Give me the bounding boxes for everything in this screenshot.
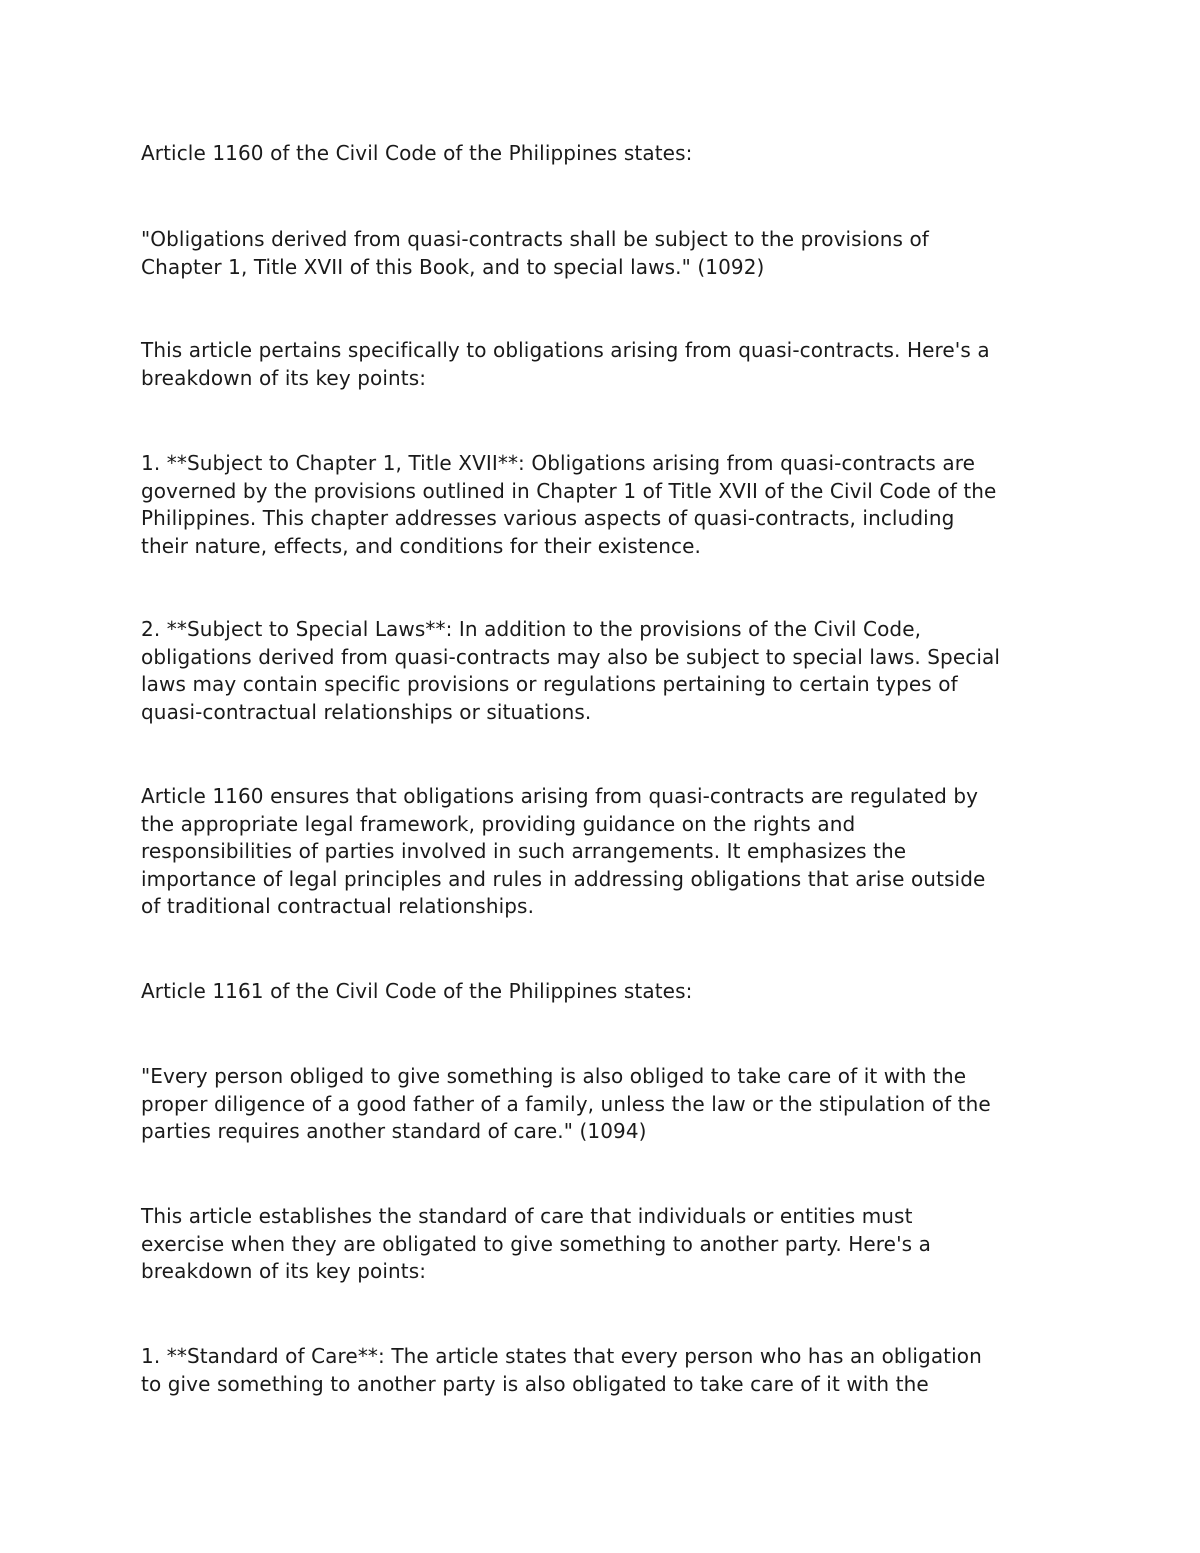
text-line: quasi-contractual relationships or situations. <box>141 699 592 724</box>
text-line: Article 1161 of the Civil Code of the Philippines states: <box>141 979 693 1003</box>
text-line: 1. **Subject to Chapter 1, Title XVII**: Obligations arising from quasi-contracts are <box>141 451 975 475</box>
text-line: Article 1160 of the Civil Code of the Philippines states: <box>141 141 693 165</box>
text-line: importance of legal principles and rules in addressing obligations that arise outside <box>141 866 986 891</box>
list-item-special-laws <box>141 616 1071 726</box>
text-line: "Every person obliged to give something is also obliged to take care of it with the <box>141 1064 967 1088</box>
paragraph-article-1161-intro <box>141 978 1071 1006</box>
text-line: This article establishes the standard of care that individuals or entities must <box>141 1204 913 1228</box>
text-line: responsibilities of parties involved in such arrangements. It emphasizes the <box>141 839 907 863</box>
text-line: 1. **Standard of Care**: The article states that every person who has an obligation <box>141 1344 982 1368</box>
text-line: proper diligence of a good father of a family, unless the law or the stipulation of the <box>141 1091 991 1116</box>
text-line: obligations derived from quasi-contracts may also be subject to special laws. Special <box>141 644 1001 669</box>
text-line: laws may contain specific provisions or regulations pertaining to certain types of <box>141 672 958 696</box>
paragraph-article-1161-quote <box>141 1063 1071 1146</box>
text-line: This article pertains specifically to obligations arising from quasi-contracts. Here's a <box>141 338 990 362</box>
paragraph-article-1160-quote <box>141 226 1071 281</box>
paragraph-article-1160-overview <box>141 337 1071 392</box>
text-line: governed by the provisions outlined in Chapter 1 of Title XVII of the Civil Code of the <box>141 478 997 503</box>
text-line: Philippines. This chapter addresses various aspects of quasi-contracts, including <box>141 506 955 530</box>
text-line: Chapter 1, Title XVII of this Book, and to special laws." (1092) <box>141 254 765 279</box>
text-line: exercise when they are obligated to give something to another party. Here's a <box>141 1231 931 1256</box>
text-line: their nature, effects, and conditions for their existence. <box>141 533 701 558</box>
text-line: to give something to another party is also obligated to take care of it with the <box>141 1371 929 1396</box>
paragraph-article-1160-summary <box>141 783 1071 921</box>
text-line: "Obligations derived from quasi-contracts shall be subject to the provisions of <box>141 227 929 251</box>
text-line: Article 1160 ensures that obligations arising from quasi-contracts are regulated by <box>141 784 979 808</box>
paragraph-article-1161-overview <box>141 1203 1071 1286</box>
list-item-standard-of-care <box>141 1343 1071 1398</box>
text-line: of traditional contractual relationships. <box>141 894 535 918</box>
text-line: the appropriate legal framework, providing guidance on the rights and <box>141 811 856 836</box>
text-line: breakdown of its key points: <box>141 1259 427 1283</box>
paragraph-article-1160-intro <box>141 140 1071 168</box>
list-item-chapter-1-title-xvii <box>141 450 1071 560</box>
text-line: breakdown of its key points: <box>141 365 427 390</box>
text-line: 2. **Subject to Special Laws**: In addition to the provisions of the Civil Code, <box>141 617 922 641</box>
text-line: parties requires another standard of care." (1094) <box>141 1119 647 1143</box>
